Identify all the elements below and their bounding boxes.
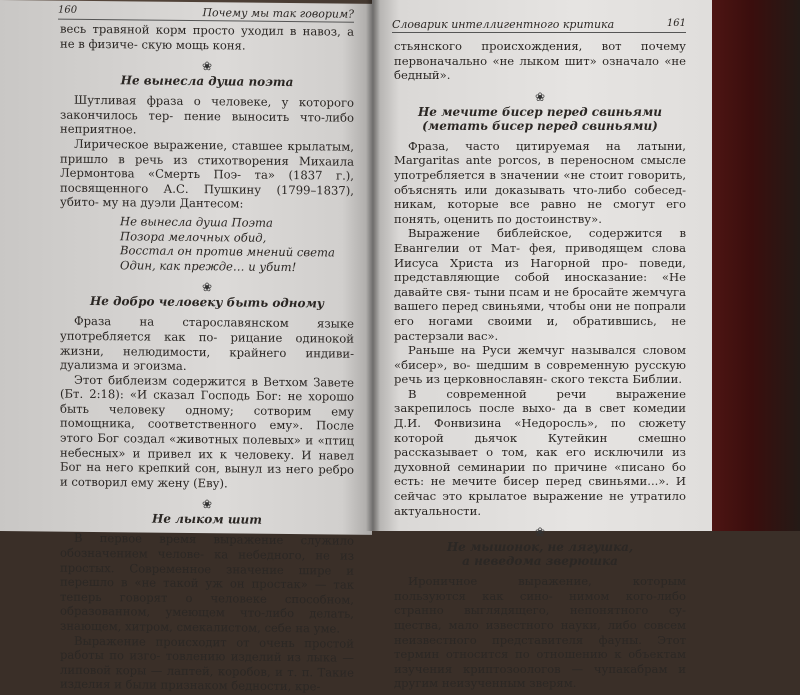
- paragraph: В современной речи выражение закрепилось после выхо- да в свет комедии Д.И. Фонвизина «Недоросль», по сюжету которой дьячок Кутейкин смешно рассказывает о том, как его исключили из духовной семинарии по причине «писано бо есть: не мечите бисер перед свиньями...». И сейчас это крылатое выражение не утратило актуальности.: [394, 386, 687, 518]
- entry-heading: Не добро человеку быть одному: [89, 294, 325, 311]
- left-page: [0, 0, 372, 694]
- paragraph: Лирическое выражение, ставшее крылатым, пришло в речь из стихотворения Михаила Лермонтова «Смерть Поэ- та» (1837 г.), посвященного А.С. Пушкину (1799–1837), убито- му на дуэли Дантесом:: [60, 136, 355, 211]
- paragraph: Ироничное выражение, которым пользуются как сино- нимом кого-либо странно выглядящего, непонятного су- щества, мало известного науки, либо совсем неизвестного представителя фауны. Этот термин относится по отношению к объектам изучения криптозоологов — чупакабрам и другим неизученным зверям.: [394, 574, 686, 691]
- poem-line: Не вынесла душа Поэта: [120, 214, 273, 230]
- paragraph: весь травяной корм просто уходил в навоз, а не в физиче- скую мощь коня.: [60, 21, 354, 53]
- right-page-text: [372, 33, 712, 691]
- paragraph: стьянского происхождения, вот почему первоначально «не лыком шит» означало «не бедный».: [394, 39, 686, 83]
- left-page-number: 160: [58, 4, 78, 16]
- ornament-icon: ❀: [534, 89, 546, 104]
- paragraph: В первое время выражение служило обозначением челове- ка небедного, не из простых. Современное значение шире и перешло в «не такой уж он простак» — так теперь говорят о человеке способном, образованном, умеющем что-либо делать, знающем, хитром, смекалистом, себе на уме.: [60, 531, 355, 636]
- entry-heading: Не лыком шит: [152, 512, 262, 528]
- ornament-icon: ❀: [201, 497, 213, 512]
- poem-quote: [60, 214, 354, 275]
- book-gutter-shadow: [366, 0, 380, 531]
- paragraph: Шутливая фраза о человеке, у которого закончилось тер- пение выносить что-либо неприятное.: [60, 92, 354, 137]
- paragraph: Фраза на старославянском языке употребляется как по- рицание одинокой жизни, нелюдимости, крайнего индиви- дуализма и эгоизма.: [60, 314, 355, 374]
- paragraph: Выражение происходит от очень простой работы по изго- товлению изделий из лыка — липовой коры — лаптей, коробов, и т. п. Такие изделия и были признаком бедности, кре-: [60, 633, 355, 694]
- left-page-text: [0, 19, 372, 695]
- poem-line: Позора мелочных обид,: [120, 228, 267, 245]
- ornament-icon: ❀: [201, 280, 213, 295]
- paragraph: Фраза, часто цитируемая на латыни, Margaritas ante porcos, в переносном смысле употребляется в значении «не стоит говорить, объяснять или доказывать что-либо собесед- никам, которые все равно не смогут его понять, оценить по достоинству».: [394, 138, 687, 226]
- paragraph: Раньше на Руси жемчуг назывался словом «бисер», во- шедшим в современную русскую речь из церковнославян- ского текста Библии.: [394, 343, 687, 387]
- right-page-number: 161: [666, 18, 686, 29]
- paragraph: Этот библеизм содержится в Ветхом Завете (Бт. 2:18): «И сказал Господь Бог: не хорошо быть человеку одному; сотворим ему помощника, соответственного ему». После этого Бог создал «животных полевых» и «птиц небесных» и привел их к человеку. И навел Бог на него крепкий сон, вынул из него ребро и сотворил ему жену (Еву).: [60, 372, 355, 491]
- poem-line: Восстал он против мнений света: [120, 243, 335, 260]
- left-running-head-title: Почему мы так говорим?: [202, 6, 354, 21]
- entry-heading: Не мышонок, не лягушка, а неведома зверюшка: [446, 540, 634, 569]
- poem-line: Один, как прежде… и убит!: [120, 257, 297, 274]
- ornament-icon: ❀: [201, 59, 213, 74]
- right-running-head-title: Словарик интеллигентного критика: [392, 18, 615, 31]
- right-page: [372, 0, 712, 691]
- entry-heading: Не вынесла душа поэта: [120, 73, 294, 90]
- entry-heading: Не мечите бисер перед свиньями (метать бисер перед свиньями): [417, 104, 663, 133]
- right-running-head: [392, 18, 686, 33]
- ornament-icon: ❀: [534, 525, 546, 540]
- paragraph: Выражение библейское, содержится в Евангелии от Мат- фея, приводящем слова Иисуса Христа из Нагорной про- поведи, представляющие собой иносказание: «Не давайте свя- тыни псам и не бросайте жемчуга вашего перед свиньями, чтобы они не попрали его ногами своими и, обратившись, не растерзали вас».: [394, 226, 687, 343]
